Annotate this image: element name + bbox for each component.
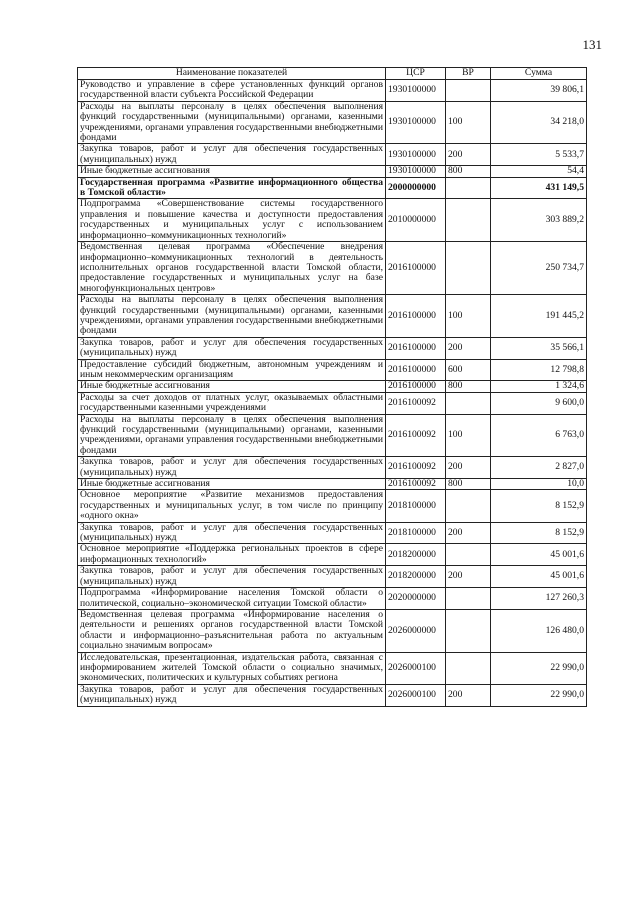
table-row xyxy=(78,609,587,652)
cell-name: Ведомственная целевая программа «Обеспечение внедрения информационно–коммуникационных технологий в деятельность исполнительных органов государственной власти Томской области, предоставление государственных и муниципальных услуг на базе многофункциональных центров» xyxy=(78,242,386,295)
table-row xyxy=(78,652,587,684)
table-row xyxy=(78,101,587,144)
cell-csr: 2016100092 xyxy=(386,457,446,479)
table-row xyxy=(78,392,587,414)
table-row xyxy=(78,242,587,295)
header-name: Наименование показателей xyxy=(78,68,386,80)
cell-vr: 800 xyxy=(446,381,491,392)
table-row xyxy=(78,337,587,359)
cell-sum: 2 827,0 xyxy=(491,457,587,479)
table-row xyxy=(78,490,587,522)
cell-csr: 2016100000 xyxy=(386,381,446,392)
table-row xyxy=(78,588,587,610)
cell-name: Предоставление субсидий бюджетным, автономным учреждениям и иным некоммерческим организациям xyxy=(78,359,386,381)
cell-csr: 2016100092 xyxy=(386,479,446,490)
cell-vr: 200 xyxy=(446,337,491,359)
cell-sum: 35 566,1 xyxy=(491,337,587,359)
cell-csr: 2018100000 xyxy=(386,522,446,544)
table-row xyxy=(78,359,587,381)
cell-vr: 200 xyxy=(446,457,491,479)
cell-vr: 200 xyxy=(446,144,491,166)
cell-sum: 45 001,6 xyxy=(491,544,587,566)
cell-name: Закупка товаров, работ и услуг для обеспечения государственных (муниципальных) нужд xyxy=(78,522,386,544)
cell-sum: 10,0 xyxy=(491,479,587,490)
cell-name: Государственная программа «Развитие информационного общества в Томской области» xyxy=(78,177,386,199)
cell-name: Иные бюджетные ассигнования xyxy=(78,166,386,177)
cell-name: Закупка товаров, работ и услуг для обеспечения государственных (муниципальных) нужд xyxy=(78,337,386,359)
cell-name: Закупка товаров, работ и услуг для обеспечения государственных (муниципальных) нужд xyxy=(78,566,386,588)
cell-sum: 39 806,1 xyxy=(491,80,587,102)
header-sum: Сумма xyxy=(491,68,587,80)
table-row xyxy=(78,166,587,177)
table-row xyxy=(78,544,587,566)
cell-csr: 2026000100 xyxy=(386,652,446,684)
cell-csr: 2010000000 xyxy=(386,199,446,242)
cell-csr: 2026000000 xyxy=(386,609,446,652)
cell-vr: 800 xyxy=(446,479,491,490)
cell-sum: 127 260,3 xyxy=(491,588,587,610)
cell-sum: 6 763,0 xyxy=(491,414,587,457)
header-vr: ВР xyxy=(446,68,491,80)
cell-vr xyxy=(446,609,491,652)
cell-vr xyxy=(446,544,491,566)
table-row xyxy=(78,522,587,544)
cell-name: Расходы на выплаты персоналу в целях обеспечения выполнения функций государственными (муниципальными) органами, казенными учреждениями, органами управления государственными внебюджетными фондами xyxy=(78,101,386,144)
cell-vr: 200 xyxy=(446,522,491,544)
table-body xyxy=(78,80,587,707)
cell-sum: 54,4 xyxy=(491,166,587,177)
cell-csr: 1930100000 xyxy=(386,101,446,144)
cell-sum: 303 889,2 xyxy=(491,199,587,242)
cell-name: Расходы на выплаты персоналу в целях обеспечения выполнения функций государственными (муниципальными) органами, казенными учреждениями, органами управления государственными внебюджетными фондами xyxy=(78,295,386,338)
cell-csr: 1930100000 xyxy=(386,144,446,166)
cell-sum: 8 152,9 xyxy=(491,522,587,544)
cell-name: Иные бюджетные ассигнования xyxy=(78,479,386,490)
cell-csr: 2000000000 xyxy=(386,177,446,199)
cell-vr xyxy=(446,199,491,242)
cell-name: Основное мероприятие «Развитие механизмов предоставления государственных и муниципальных услуг, в том числе по принципу «одного окна» xyxy=(78,490,386,522)
cell-csr: 2016100000 xyxy=(386,295,446,338)
cell-csr: 2016100000 xyxy=(386,359,446,381)
table-row xyxy=(78,80,587,102)
cell-name: Расходы за счет доходов от платных услуг, оказываемых областными государственными казенными учреждениями xyxy=(78,392,386,414)
cell-vr: 100 xyxy=(446,295,491,338)
cell-vr xyxy=(446,177,491,199)
cell-sum: 34 218,0 xyxy=(491,101,587,144)
cell-name: Подпрограмма «Совершенствование системы государственного управления и повышение качества и доступности предоставления государственных и муниципальных услуг с использованием информационно–коммуникационных технологий» xyxy=(78,199,386,242)
cell-csr: 2018100000 xyxy=(386,490,446,522)
cell-name: Закупка товаров, работ и услуг для обеспечения государственных (муниципальных) нужд xyxy=(78,144,386,166)
cell-vr: 600 xyxy=(446,359,491,381)
cell-sum: 12 798,8 xyxy=(491,359,587,381)
cell-name: Руководство и управление в сфере установленных функций органов государственной власти субъекта Российской Федерации xyxy=(78,80,386,102)
cell-csr: 2016100000 xyxy=(386,337,446,359)
header-csr: ЦСР xyxy=(386,68,446,80)
page-number: 131 xyxy=(582,37,602,52)
cell-name: Основное мероприятие «Поддержка региональных проектов в сфере информационных технологий» xyxy=(78,544,386,566)
cell-sum: 45 001,6 xyxy=(491,566,587,588)
table-row xyxy=(78,144,587,166)
cell-csr: 2016100092 xyxy=(386,392,446,414)
budget-table xyxy=(77,67,587,707)
cell-csr: 2018200000 xyxy=(386,566,446,588)
cell-vr xyxy=(446,652,491,684)
cell-vr: 100 xyxy=(446,101,491,144)
cell-csr: 2020000000 xyxy=(386,588,446,610)
cell-name: Закупка товаров, работ и услуг для обеспечения государственных (муниципальных) нужд xyxy=(78,684,386,706)
cell-csr: 2026000100 xyxy=(386,684,446,706)
cell-vr xyxy=(446,80,491,102)
table-row xyxy=(78,295,587,338)
cell-name: Закупка товаров, работ и услуг для обеспечения государственных (муниципальных) нужд xyxy=(78,457,386,479)
cell-csr: 2018200000 xyxy=(386,544,446,566)
cell-vr: 100 xyxy=(446,414,491,457)
table-header-row xyxy=(78,68,587,80)
table-row xyxy=(78,479,587,490)
table-row xyxy=(78,457,587,479)
cell-sum: 22 990,0 xyxy=(491,652,587,684)
cell-sum: 9 600,0 xyxy=(491,392,587,414)
cell-csr: 2016100092 xyxy=(386,414,446,457)
table-row xyxy=(78,381,587,392)
cell-name: Ведомственная целевая программа «Информирование населения о деятельности и решениях органов государственной власти Томской области и информационно–разъяснительная работа по актуальным социально значимым вопросам» xyxy=(78,609,386,652)
cell-sum: 191 445,2 xyxy=(491,295,587,338)
cell-sum: 250 734,7 xyxy=(491,242,587,295)
cell-name: Иные бюджетные ассигнования xyxy=(78,381,386,392)
table-row xyxy=(78,566,587,588)
cell-name: Подпрограмма «Информирование населения Томской области о политической, социально–экономической ситуации Томской области» xyxy=(78,588,386,610)
cell-sum: 8 152,9 xyxy=(491,490,587,522)
cell-vr xyxy=(446,392,491,414)
table-row xyxy=(78,177,587,199)
cell-vr xyxy=(446,490,491,522)
cell-vr: 200 xyxy=(446,684,491,706)
table-row xyxy=(78,199,587,242)
cell-sum: 22 990,0 xyxy=(491,684,587,706)
cell-name: Исследовательская, презентационная, издательская работа, связанная с информированием жителей Томской области о социально значимых, экономических, политических и культурных событиях региона xyxy=(78,652,386,684)
table-row xyxy=(78,414,587,457)
cell-vr: 200 xyxy=(446,566,491,588)
cell-sum: 1 324,6 xyxy=(491,381,587,392)
cell-vr xyxy=(446,242,491,295)
cell-vr: 800 xyxy=(446,166,491,177)
cell-csr: 2016100000 xyxy=(386,242,446,295)
cell-sum: 126 480,0 xyxy=(491,609,587,652)
cell-csr: 1930100000 xyxy=(386,166,446,177)
cell-sum: 431 149,5 xyxy=(491,177,587,199)
cell-sum: 5 533,7 xyxy=(491,144,587,166)
cell-csr: 1930100000 xyxy=(386,80,446,102)
cell-name: Расходы на выплаты персоналу в целях обеспечения выполнения функций государственными (муниципальными) органами, казенными учреждениями, органами управления государственными внебюджетными фондами xyxy=(78,414,386,457)
cell-vr xyxy=(446,588,491,610)
table-row xyxy=(78,684,587,706)
